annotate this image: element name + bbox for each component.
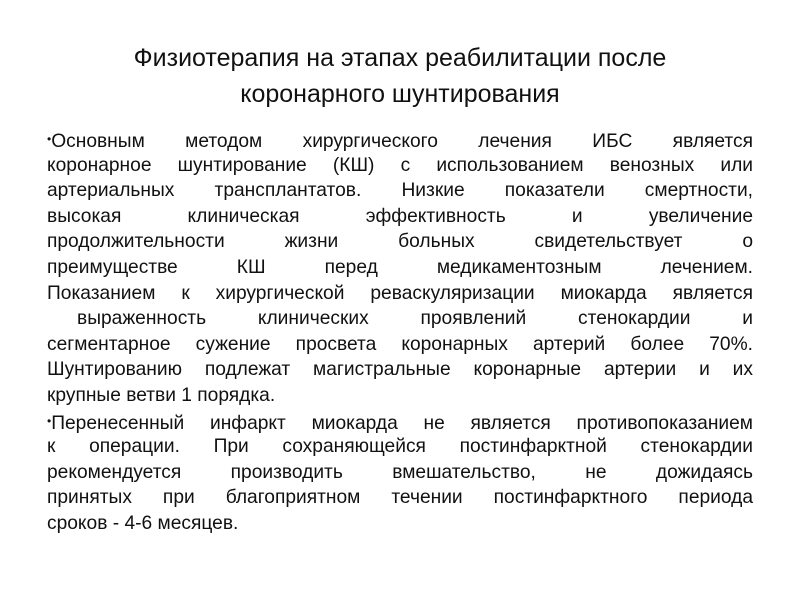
slide-title [40, 40, 760, 112]
body-line: коронарное шунтирование (КШ) с использованием венозных или [47, 154, 753, 176]
body-line: высокая клиническая эффективность и увеличение [47, 205, 753, 227]
body-line: выраженность клинических проявлений стенокардии и [77, 308, 753, 330]
body-line-text: Основным методом хирургического лечения ИБС является [51, 131, 753, 152]
bullet-icon: • [47, 413, 52, 428]
body-line [47, 409, 753, 435]
body-line: артериальных трансплантатов. Низкие показатели смертности, [47, 180, 753, 202]
body-line: сегментарное сужение просвета коронарных артерий более 70%. [47, 333, 753, 355]
body-line: продолжительности жизни больных свидетельствует о [47, 231, 753, 253]
body-line: рекомендуется производить вмешательство, не дожидаясь [47, 461, 753, 483]
body-line: сроков - 4-6 месяцев. [47, 512, 239, 534]
slide-title-line-2: коронарного шунтирования [240, 80, 560, 108]
body-line: к операции. При сохраняющейся постинфарктной стенокардии [47, 436, 753, 458]
slide-title-line-1: Физиотерапия на этапах реабилитации после [133, 44, 667, 72]
slide-body [47, 127, 753, 537]
body-line: Показанием к хирургической реваскуляризации миокарда является [47, 282, 753, 304]
body-line: Шунтированию подлежат магистральные коронарные артерии и их [47, 359, 753, 381]
body-line: принятых при благоприятном течении постинфарктного периода [47, 487, 753, 509]
body-line-text: Перенесенный инфаркт миокарда не является противопоказанием [51, 412, 753, 434]
bullet-icon: • [47, 132, 52, 146]
body-line [47, 127, 753, 153]
body-line: преимуществе КШ перед медикаментозным лечением. [47, 256, 753, 278]
body-line: крупные ветви 1 порядка. [47, 384, 276, 406]
